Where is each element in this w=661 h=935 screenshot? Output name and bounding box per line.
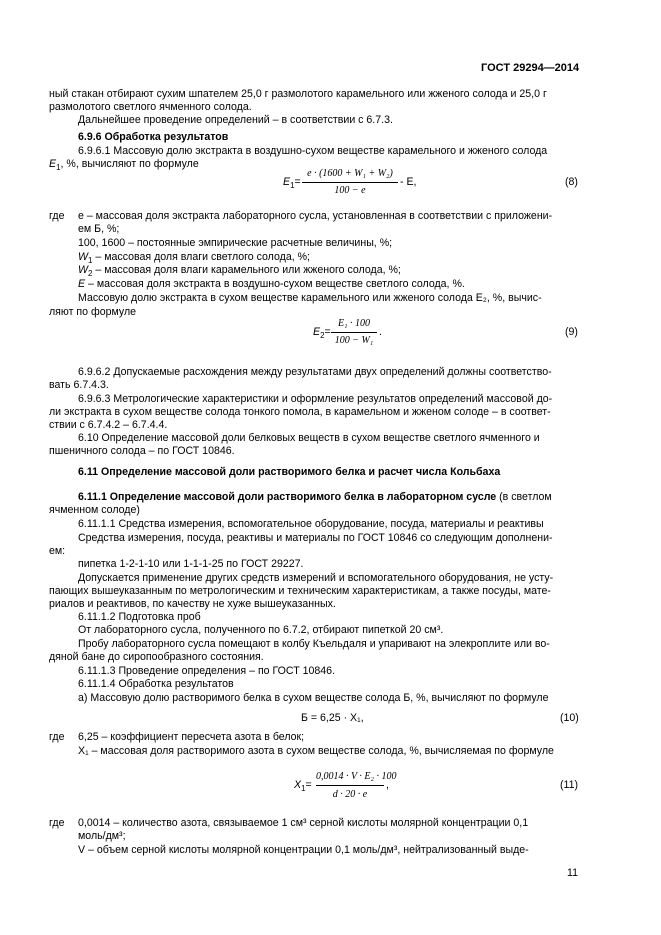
text-line: пающих вышеуказанным по метрологическим и техническим характеристикам, а также посуды, мате- — [49, 585, 551, 597]
text-line: ячменном солоде) — [49, 504, 140, 516]
formula-9-numerator: E₁ · 100 — [337, 318, 371, 329]
formula-8-denominator: 100 − e — [334, 185, 366, 196]
formula-10-body: Б = 6,25 · X₁, — [301, 712, 364, 724]
text-line: Массовую долю экстракта в сухом веществе карамельного или жженого солода E₂, %, вычис- — [78, 292, 542, 304]
text-line: e – массовая доля экстракта лабораторного сусла, установленная в соответствии с приложени- — [78, 210, 553, 222]
text-line: ем: — [49, 545, 66, 557]
section-heading: 6.11 Определение массовой доли растворимого белка и расчет числа Кольбаха — [78, 466, 501, 478]
text-line: риалов и реактивов, по качеству не хуже вышеуказанных. — [49, 598, 336, 610]
fraction-bar — [331, 332, 377, 333]
text-line: 0,0014 – количество азота, связываемое 1 см³ серной кислоты молярной концентрации 0,1 — [78, 817, 529, 829]
equation-number: (11) — [560, 779, 579, 791]
section-heading: 6.9.6 Обработка результатов — [78, 131, 229, 143]
formula-11-numerator: 0,0014 · V · E₂ · 100 — [316, 771, 397, 782]
text-line: Средства измерения, посуда, реактивы и материалы по ГОСТ 10846 со следующим дополнени- — [78, 532, 553, 544]
text-line: 100, 1600 – постоянные эмпирические расчетные величины, %; — [78, 237, 393, 249]
text-line: 6.9.6.3 Метрологические характеристики и оформление результатов определений массовой до- — [78, 393, 553, 405]
text-line: V – объем серной кислоты молярной концентрации 0,1 моль/дм³, нейтрализованный выде- — [78, 844, 529, 856]
text-line: От лабораторного сусла, полученного по 6.7.2, отбирают пипеткой 20 см³. — [78, 624, 444, 636]
text-line: ли экстракта в сухом веществе солода тонкого помола, в карамельном и жженом солоде – в соответ- — [49, 406, 551, 418]
text-line: а) Массовую долю растворимого белка в сухом веществе солода Б, %, вычисляют по формуле — [78, 692, 549, 704]
text-line: 6.9.6.2 Допускаемые расхождения между результатами двух определений должны соответство- — [78, 366, 552, 378]
text-line: $E_1$, %, вычисляют по формуле — [49, 158, 199, 173]
text-line: E – массовая доля экстракта в воздушно-сухом веществе светлого солода, %. — [78, 278, 465, 290]
text-line: $W_2$ – массовая доля влаги карамельного или жженого солода, %; — [78, 264, 401, 279]
where-label: где — [49, 210, 65, 222]
page-number: 11 — [567, 867, 578, 879]
where-label: где — [49, 817, 65, 829]
text-line: $W_1$ – массовая доля влаги светлого солода, %; — [78, 251, 310, 266]
fraction-bar — [316, 785, 384, 786]
text-line: ем Б, %; — [78, 223, 120, 235]
text-line: 6.10 Определение массовой доли белковых веществ в сухом веществе светлого ячменного и — [78, 432, 540, 444]
text-line: ляют по формуле — [49, 306, 137, 318]
text-line: 6.9.6.1 Массовую долю экстракта в воздушно-сухом веществе карамельного и жженого солода — [78, 145, 548, 157]
equation-number: (8) — [565, 176, 578, 188]
text-line: 6.11.1.2 Подготовка проб — [78, 611, 201, 623]
text-line: 6.11.1.1 Средства измерения, вспомогательное оборудование, посуда, материалы и реактивы — [78, 518, 544, 530]
subsection-heading: 6.11.1 Определение массовой доли растворимого белка в лабораторном сусле (в светлом — [78, 491, 552, 503]
text-line: моль/дм³; — [78, 830, 126, 842]
formula-9-denominator: 100 − W₁ — [334, 335, 374, 346]
document-code: ГОСТ 29294—2014 — [481, 62, 580, 74]
text-line: 6,25 – коэффициент пересчета азота в белок; — [78, 731, 305, 743]
text-line: Пробу лабораторного сусла помещают в колбу Къельдаля и упаривают на элекроплите или во- — [78, 638, 550, 650]
formula-8-numerator: e · (1600 + W₁ + W₂) — [307, 168, 393, 179]
text-line: 6.11.1.3 Проведение определения – по ГОСТ 10846. — [78, 665, 336, 677]
text-line: дяной бане до сиропообразного состояния. — [49, 651, 264, 663]
where-label: где — [49, 731, 65, 743]
text-line: пипетка 1-2-1-10 или 1-1-1-25 по ГОСТ 29227. — [78, 558, 304, 570]
text-line: 6.11.1.4 Обработка результатов — [78, 678, 234, 690]
text-line: X₁ – массовая доля растворимого азота в сухом веществе солода, %, вычисляемая по формуле — [78, 745, 554, 757]
formula-11-denominator: d · 20 · e — [332, 789, 368, 800]
text-line: ный стакан отбирают сухим шпателем 25,0 г размолотого карамельного или жженого солода и 25,0 г — [49, 88, 547, 100]
fraction-bar — [302, 182, 398, 183]
text-line: Допускается применение других средств измерений и вспомогательного оборудования, не усту- — [78, 572, 554, 584]
text-line: ствии с 6.7.4.2 – 6.7.4.4. — [49, 419, 168, 431]
text-line: Дальнейшее проведение определений – в соответствии с 6.7.3. — [78, 114, 393, 126]
text-line: вать 6.7.4.3. — [49, 379, 109, 391]
text-line: пшеничного солода – по ГОСТ 10846. — [49, 445, 235, 457]
text-line: размолотого светлого ячменного солода. — [49, 101, 252, 113]
equation-number: (9) — [565, 326, 578, 338]
equation-number: (10) — [560, 712, 579, 724]
